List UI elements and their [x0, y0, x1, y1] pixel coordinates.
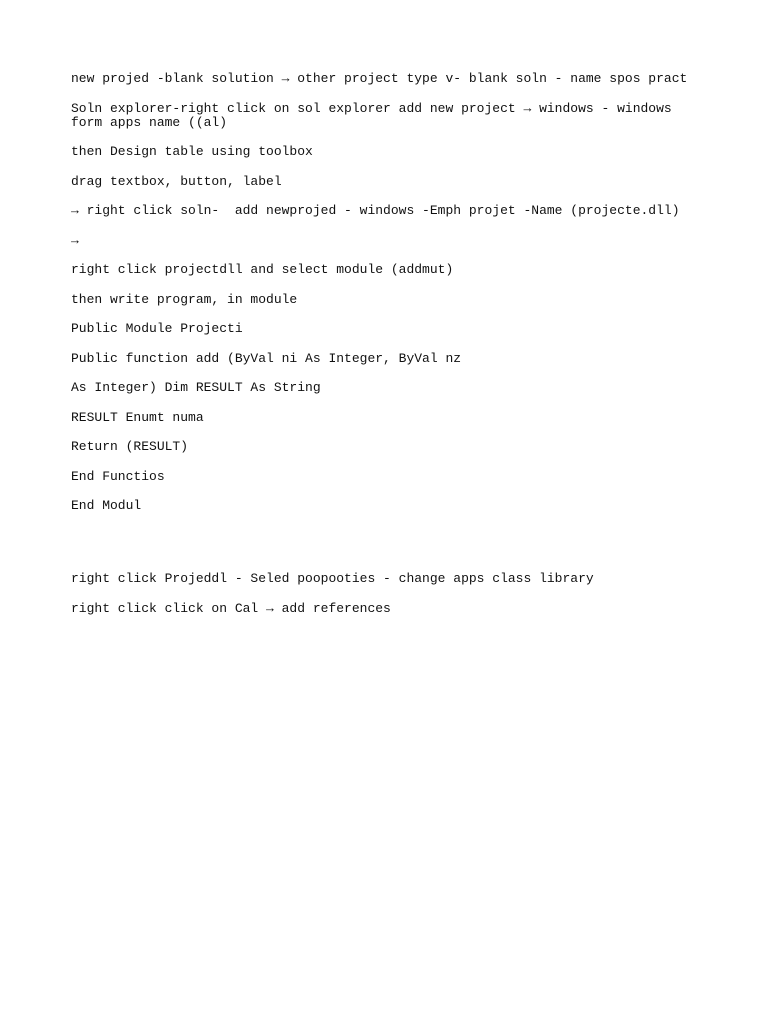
code-line-return: Return (RESULT): [71, 439, 189, 454]
text-line-2: Soln explorer-right click on sol explorer add new project → windows - windows form apps name ((al): [71, 100, 680, 130]
text-line-3: then Design table using toolbox: [71, 144, 313, 159]
text-line-7: right click projectdll and select module (addmut): [71, 262, 454, 277]
code-line-result: RESULT Enumt numa: [71, 409, 204, 425]
code-line-dim: As Integer) Dim RESULT As String: [71, 380, 321, 395]
text-line-8: then write program, in module: [71, 291, 298, 307]
text-line-1: new projed -blank solution → other project type v- blank soln - name spos pract: [71, 71, 688, 86]
code-line-end-function: End Functios: [71, 468, 165, 484]
document-body: [71, 72, 701, 631]
code-line-end-module: End Modul: [71, 498, 142, 513]
text-line-17: right click click on Cal → add references: [71, 600, 391, 616]
text-line-5: → right click soln- add newprojed - windows -Emph projet -Name (projecte.dll): [71, 203, 680, 218]
code-line-module-decl: Public Module Projecti: [71, 321, 243, 336]
text-line-16: right click Projeddl - Seled poopooties - change apps class library: [71, 571, 594, 586]
code-line-function-decl: Public function add (ByVal ni As Integer, ByVal nz: [71, 350, 462, 366]
text-line-4: drag textbox, button, label: [71, 173, 282, 189]
text-line-6: →: [71, 232, 79, 248]
